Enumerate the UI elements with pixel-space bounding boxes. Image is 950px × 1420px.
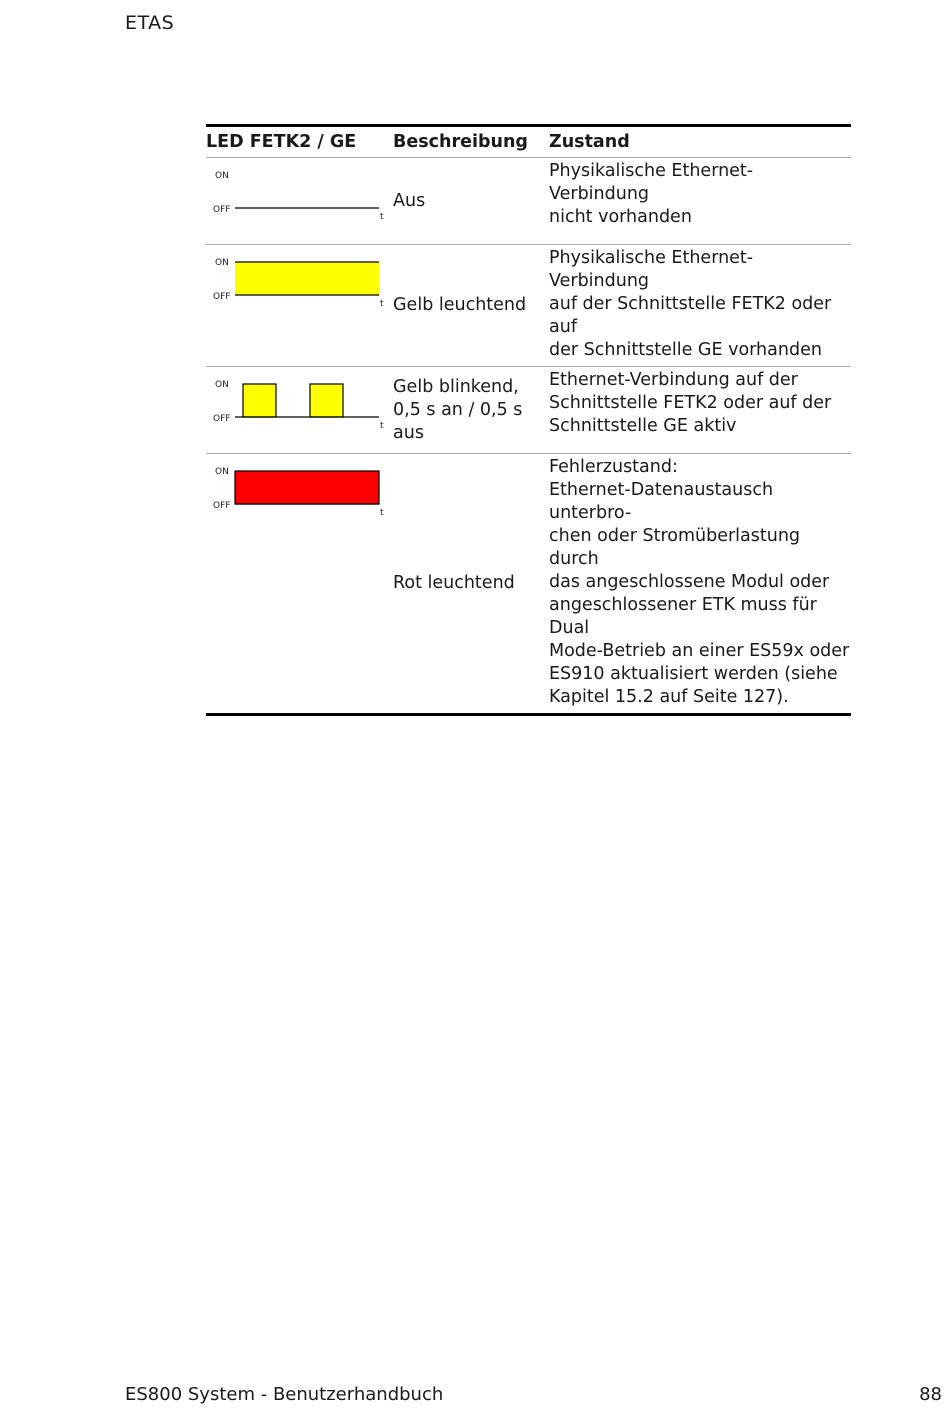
state-line: das angeschlossene Modul oder [549,572,830,592]
column-header-state: Zustand [549,126,851,158]
description-line: Gelb blinkend, [393,376,519,397]
state-line: Schnittstelle GE aktiv [549,416,737,436]
diagram-time-label: t [380,508,384,518]
state-line: Mode-Betrieb an einer ES59x oder [549,641,850,661]
column-header-description: Beschreibung [393,126,549,158]
diagram-time-label: t [380,299,384,309]
state-line: ES910 aktualisiert werden (siehe [549,664,838,684]
row-description [393,367,549,454]
table-header-row [206,126,851,158]
description-line: 0,5 s an / 0,5 s aus [393,399,523,443]
led-off-diagram [206,162,393,232]
state-line: Ethernet-Datenaustausch unterbro- [549,480,774,523]
state-line: Ethernet-Verbindung auf der [549,370,798,390]
state-line: angeschlossener ETK muss für Dual [549,595,817,638]
state-line: auf der Schnittstelle FETK2 oder auf [549,294,832,337]
row-state [549,367,851,454]
row-state [549,454,851,715]
footer-document-title: ES800 System - Benutzerhandbuch [125,1384,444,1405]
diagram-on-label: ON [215,171,229,181]
table-row [206,158,851,245]
led-diagram-cell [206,158,393,245]
diagram-time-label: t [380,421,384,431]
led-diagram-cell [206,454,393,715]
state-line: Physikalische Ethernet-Verbindung [549,161,754,204]
footer-page-number: 88 [919,1384,942,1405]
led-red-on-diagram [206,458,393,528]
led-yellow-blink-diagram [206,371,393,441]
state-line: der Schnittstelle GE vorhanden [549,340,822,360]
table-row [206,454,851,715]
header-brand: ETAS [125,12,175,34]
row-description: Gelb leuchtend [393,245,549,367]
row-state [549,245,851,367]
diagram-off-label: OFF [213,205,231,215]
diagram-time-label: t [380,212,384,222]
diagram-on-label: ON [215,258,229,268]
state-line: nicht vorhanden [549,207,692,227]
row-description: Aus [393,158,549,245]
diagram-on-label: ON [215,380,229,390]
row-description: Rot leuchtend [393,454,549,715]
state-line: chen oder Stromüberlastung durch [549,526,801,569]
column-header-led: LED FETK2 / GE [206,126,393,158]
led-yellow-on-diagram [206,249,393,319]
diagram-off-label: OFF [213,292,231,302]
table-row [206,367,851,454]
state-line: Physikalische Ethernet-Verbindung [549,248,754,291]
state-line: Fehlerzustand: [549,457,678,477]
led-diagram-cell [206,367,393,454]
state-line: Kapitel 15.2 auf Seite 127). [549,687,789,707]
diagram-off-label: OFF [213,414,231,424]
table-row [206,245,851,367]
state-line: Schnittstelle FETK2 oder auf der [549,393,832,413]
led-status-table [206,124,851,716]
led-diagram-cell [206,245,393,367]
diagram-on-label: ON [215,467,229,477]
diagram-off-label: OFF [213,501,231,511]
row-state [549,158,851,245]
